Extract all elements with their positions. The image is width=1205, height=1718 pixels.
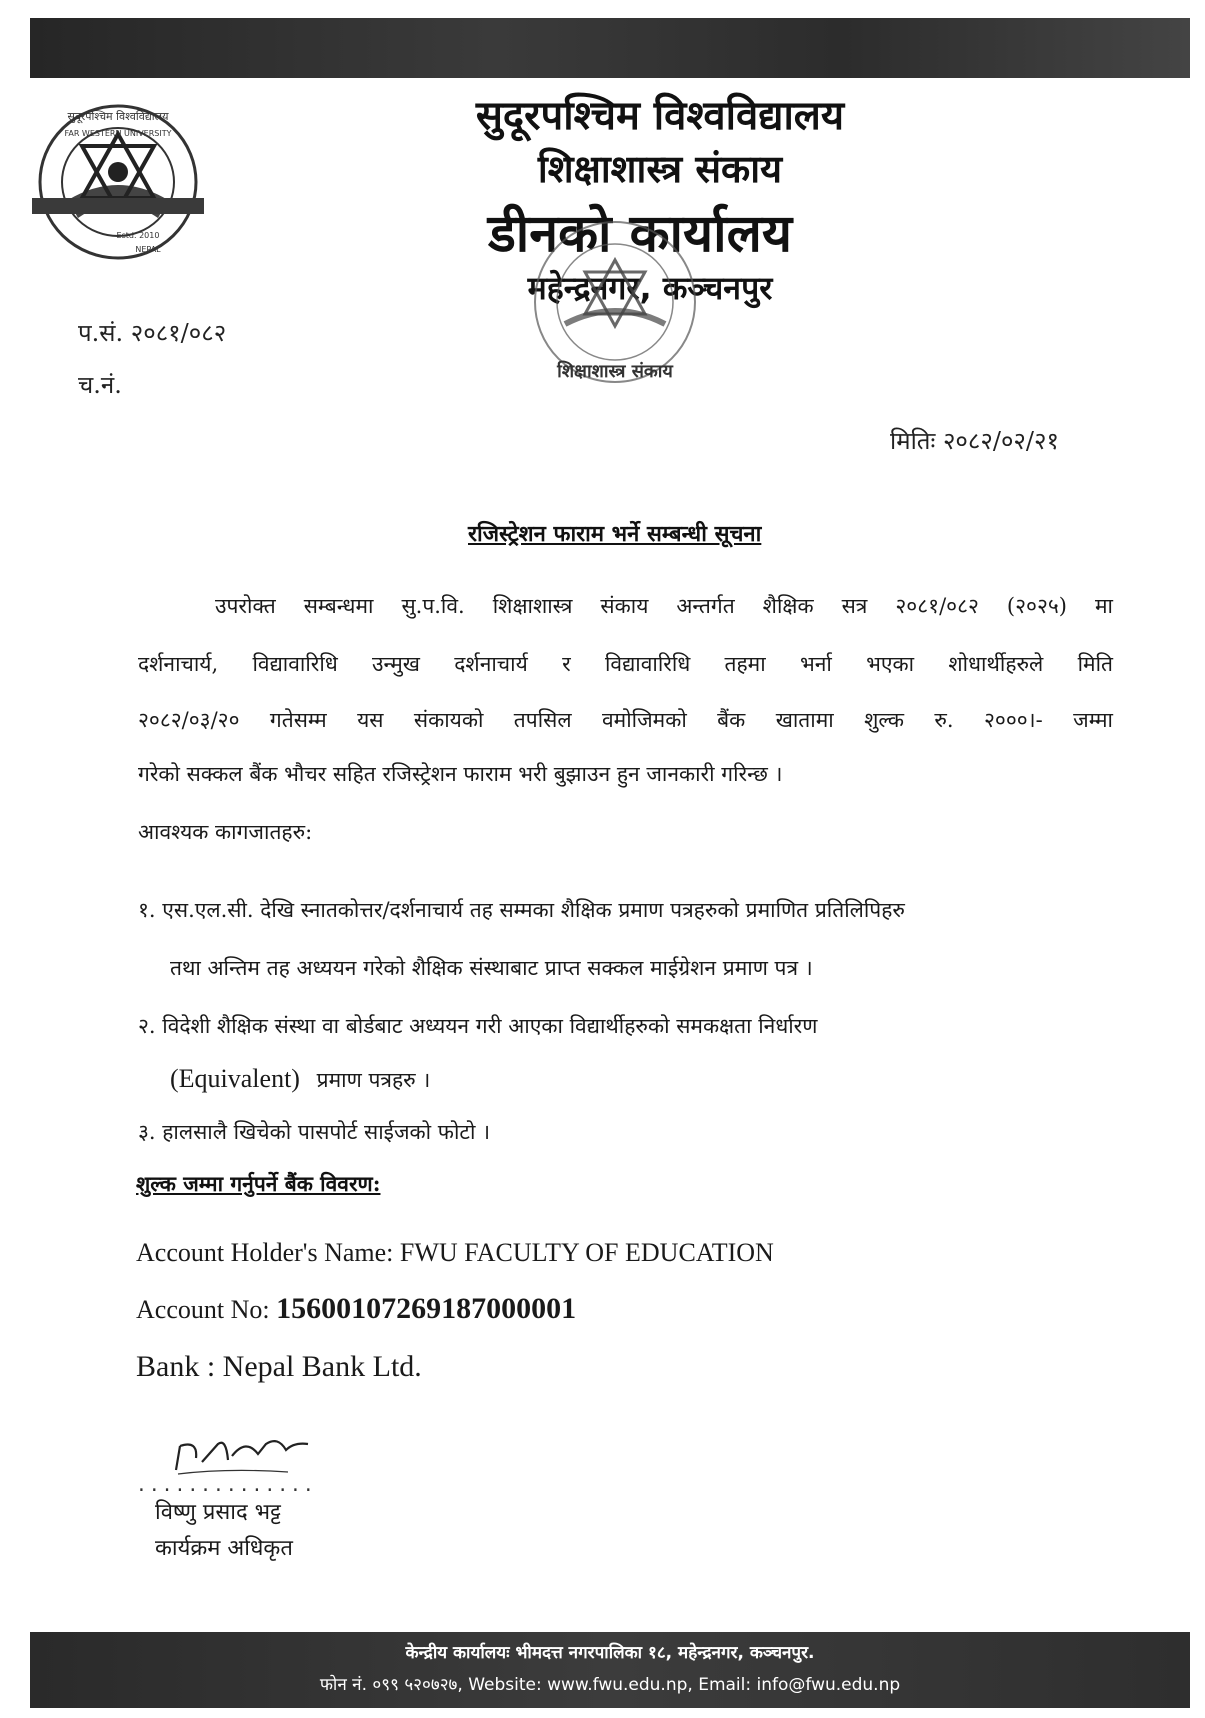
account-holder-value: FWU FACULTY OF EDUCATION [399,1238,774,1267]
footer-contact: फोन नं. ०९९ ५२०७२७, Website: www.fwu.edu.np, Email: info@fwu.edu.np [319,1675,901,1695]
stamp-text: शिक्षाशास्त्र संकाय [557,361,673,382]
document-item-2-cont [170,1064,1145,1094]
office-stamp [525,212,705,392]
logo-nepal: NEPAL [135,245,161,254]
account-holder [136,1238,774,1268]
logo-text-en: FAR WESTERN UNIVERSITY [64,129,172,138]
notice-date: मितिः २०८२/०२/२१ [890,427,1059,455]
document-item-1: १. एस.एल.सी. देखि स्नातकोत्तर/दर्शनाचार्य तह सम्मका शैक्षिक प्रमाण पत्रहरुको प्रमाणित प्रतिलिपिहरु [138,898,905,922]
logo-estd: Estd. 2010 [116,231,160,240]
body-line-1: उपरोक्त सम्बन्धमा सु.प.वि. शिक्षाशास्त्र संकाय अन्तर्गत शैक्षिक सत्र २०८१/०८२ (२०२५) मा [215,594,1113,618]
body-line-4: गरेको सक्कल बैंक भौचर सहित रजिस्ट्रेशन फाराम भरी बुझाउन हुन जानकारी गरिन्छ । [138,762,783,786]
signature-line: .............. [136,1475,316,1496]
footer-address: केन्द्रीय कार्यालयः भीमदत्त नगरपालिका १८, महेन्द्रनगर, कञ्चनपुर. [405,1643,815,1663]
university-name: सुदूरपश्चिम विश्वविद्यालय [475,93,845,139]
notice-subject: रजिस्ट्रेशन फाराम भर्ने सम्बन्धी सूचना [468,521,762,547]
dispatch-number: च.नं. [78,371,122,399]
account-number-label: Account No: [136,1295,270,1324]
document-item-2: २. विदेशी शैक्षिक संस्था वा बोर्डबाट अध्ययन गरी आएका विद्यार्थीहरुको समकक्षता निर्धारण [138,1014,818,1038]
body-line-2: दर्शनाचार्य, विद्यावारिधि उन्मुख दर्शनाचार्य र विद्यावारिधि तहमा भर्ना भएका शोधार्थीहरुले मिति [138,652,1113,676]
office-name: डीनको कार्यालय [487,204,793,264]
document-item-3: ३. हालसालै खिचेको पासपोर्ट साईजको फोटो । [138,1120,491,1144]
account-holder-label: Account Holder's Name: [136,1238,394,1267]
equivalent-label: (Equivalent) [170,1064,300,1093]
university-logo [28,100,208,270]
bank-name: Bank : Nepal Bank Ltd. [136,1350,422,1383]
documents-heading: आवश्यक कागजातहरु: [138,820,313,844]
logo-text-top: सुदूरपश्चिम विश्वविद्यालय [67,110,169,123]
account-number [136,1292,576,1326]
office-address: महेन्द्रनगर, कञ्चनपुर [527,269,773,307]
document-item-1-cont: तथा अन्तिम तह अध्ययन गरेको शैक्षिक संस्थाबाट प्राप्त सक्कल माईग्रेशन प्रमाण पत्र । [170,956,813,980]
footer-band [30,1632,1190,1708]
signer-title: कार्यक्रम अधिकृत [155,1536,293,1561]
reference-number: प.सं. २०८१/०८२ [78,319,227,347]
header-band [30,18,1190,78]
faculty-name: शिक्षाशास्त्र संकाय [537,147,783,191]
signer-name: विष्णु प्रसाद भट्ट [155,1500,281,1525]
account-number-value: 15600107269187000001 [276,1292,577,1325]
bank-details-heading: शुल्क जम्मा गर्नुपर्ने बैंक विवरण: [136,1171,381,1196]
body-line-3: २०८२/०३/२० गतेसम्म यस संकायको तपसिल वमोजिमको बैंक खातामा शुल्क रु. २०००।- जम्मा [138,708,1113,732]
equivalent-suffix: प्रमाण पत्रहरु । [316,1068,431,1092]
